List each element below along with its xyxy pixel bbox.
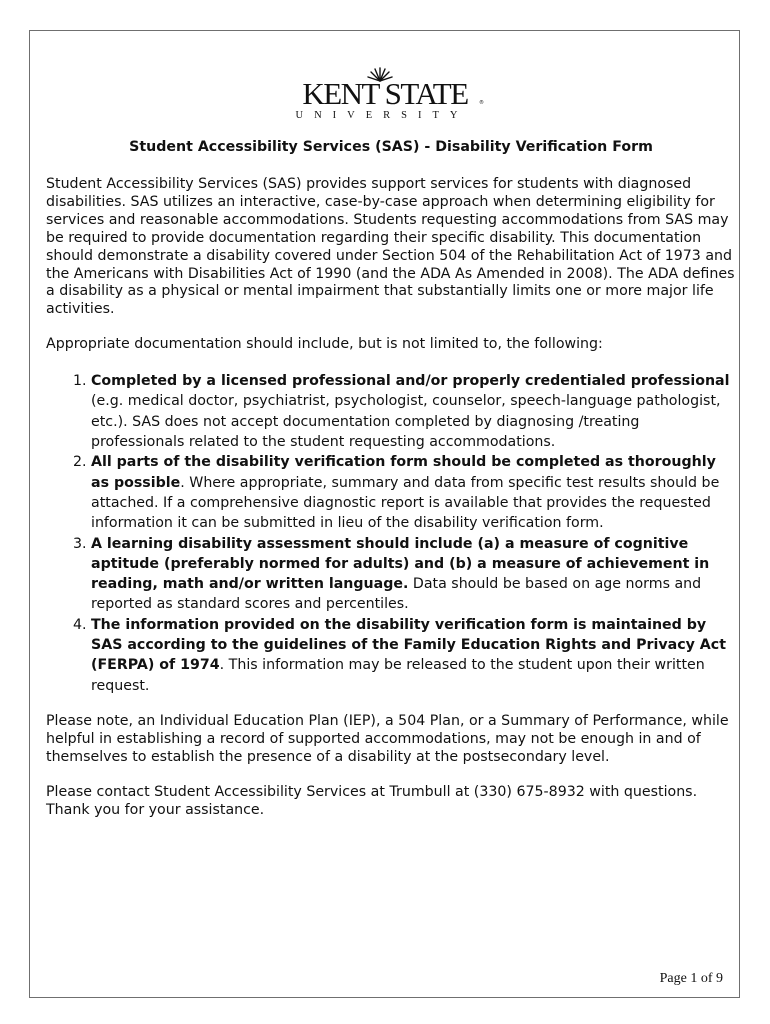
page-number: Page 1 of 9	[659, 971, 723, 986]
page-title: Student Accessibility Services (SAS) - Disability Verification Form	[129, 139, 653, 155]
list-item-text: . Where appropriate, summary and data from specific test results should be attached. If a comprehensive diagnostic report is available that provides the requested information it can be submitted in lieu of the disability verification form.	[91, 474, 720, 532]
list-item-bold: All parts of the disability verification form should be completed as thoroughly as possible	[91, 454, 716, 491]
list-item-bold: The information provided on the disability verification form is maintained by SAS according to the guidelines of the Family Education Rights and Privacy Act (FERPA) of 1974	[91, 616, 726, 674]
list-item	[91, 615, 736, 696]
list-item-bold: A learning disability assessment should include (a) a measure of cognitive aptitude (preferably normed for adults) and (b) a measure of achievement in reading, math and/or written language.	[91, 535, 710, 593]
list-item-bold: Completed by a licensed professional and/or properly credentialed professional	[91, 373, 730, 390]
list-item	[91, 371, 736, 452]
document-page	[29, 30, 740, 998]
logo-name: KENT STATE	[302, 76, 468, 111]
logo-university: UNIVERSITY	[295, 110, 469, 121]
list-item-text: . This information may be released to the student upon their written request.	[91, 657, 705, 694]
kent-state-logo	[280, 67, 490, 125]
note-paragraph: Please note, an Individual Education Plan (IEP), a 504 Plan, or a Summary of Performance, while helpful in establishing a record of supported accommodations, may not be enough in and of themselves to establish the presence of a disability at the postsecondary level.	[46, 712, 729, 765]
logo-registered-mark: ®	[479, 100, 484, 106]
intro-paragraph: Student Accessibility Services (SAS) provides support services for students with diagnosed disabilities. SAS utilizes an interactive, case-by-case approach when determining eligibility for services and reasonable accommodations. Students requesting accommodations from SAS may be required to provide documentation regarding their specific disability. This documentation should demonstrate a disability covered under Section 504 of the Rehabilitation Act of 1973 and the Americans with Disabilities Act of 1990 (and the ADA As Amended in 2008). The ADA defines a disability as a physical or mental impairment that substantially limits one or more major life activities.	[46, 176, 735, 318]
contact-paragraph: Please contact Student Accessibility Services at Trumbull at (330) 675-8932 with questions. Thank you for your assistance.	[46, 783, 698, 818]
list-item	[91, 452, 736, 533]
document-body	[46, 138, 736, 819]
requirements-list	[46, 371, 736, 696]
list-intro: Appropriate documentation should include, but is not limited to, the following:	[46, 336, 603, 353]
list-item	[91, 534, 736, 615]
list-item-text: (e.g. medical doctor, psychiatrist, psychologist, counselor, speech-language pathologist, etc.). SAS does not accept documentation completed by diagnosing /treating professionals related to the student requesting accommodations.	[91, 393, 721, 451]
list-item-text: Data should be based on age norms and reported as standard scores and percentiles.	[91, 576, 702, 613]
